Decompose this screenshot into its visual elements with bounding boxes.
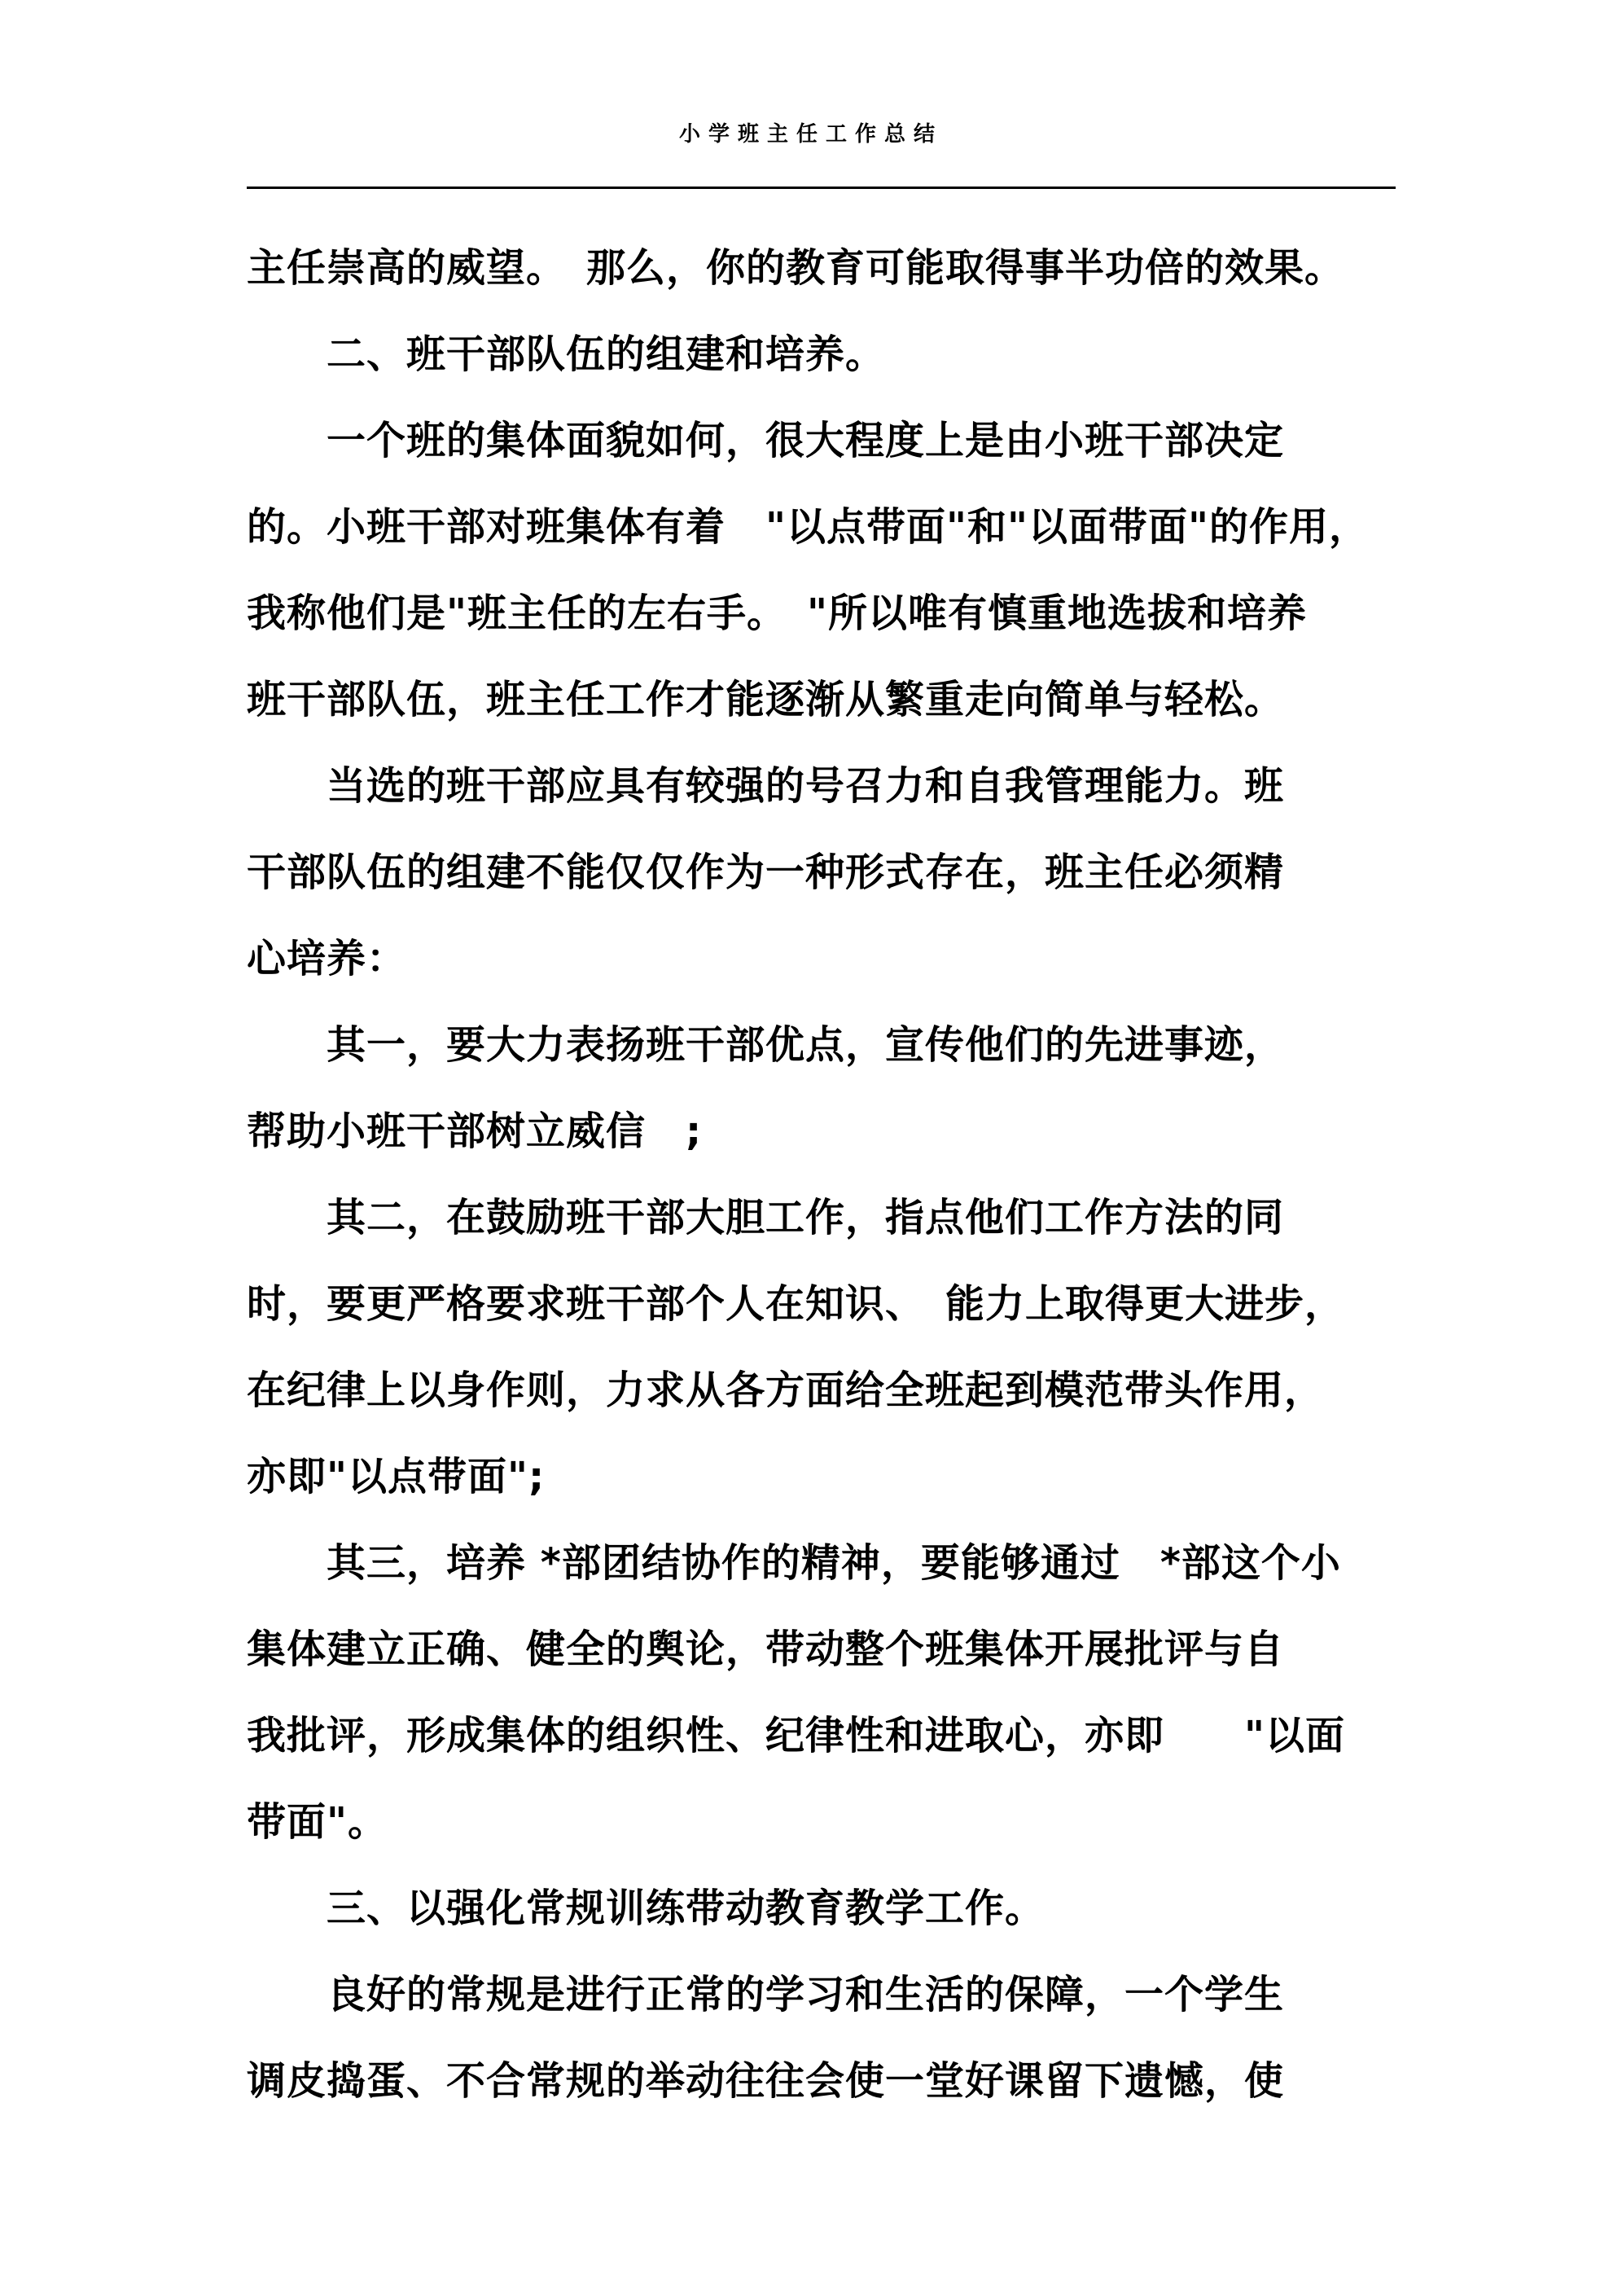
text-line: 其三，培养 *部团结协作的精神，要能够通过 *部这个小 — [247, 1540, 1341, 1586]
text-line: 良好的常规是进行正常的学习和生活的保障，一个学生 — [247, 1972, 1285, 2017]
text-line: 心培养： — [247, 936, 407, 981]
page-header-title: 小学班主任工作总结 — [678, 122, 943, 147]
header-divider — [247, 187, 1396, 189]
text-line: 二、班干部队伍的组建和培养。 — [247, 331, 886, 377]
text-line: 其一，要大力表扬班干部优点，宣传他们的先进事迹， — [247, 1022, 1285, 1068]
text-line: 一个班的集体面貌如何，很大程度上是由小班干部决定 — [247, 418, 1285, 463]
text-line: 集体建立正确、健全的舆论，带动整个班集体开展批评与自 — [247, 1627, 1285, 1672]
text-line: 三、以强化常规训练带动教育教学工作。 — [247, 1886, 1046, 1931]
text-line: 时，要更严格要求班干部个人在知识、 能力上取得更大进步， — [247, 1281, 1345, 1327]
text-line: 主任崇高的威望。 那么，你的教育可能取得事半功倍的效果。 — [247, 245, 1345, 291]
text-line: 带面"。 — [247, 1799, 388, 1845]
text-line: 亦即"以点带面"; — [247, 1454, 546, 1499]
text-line: 调皮捣蛋、不合常规的举动往往会使一堂好课留下遗憾，使 — [247, 2058, 1285, 2104]
text-line: 其二，在鼓励班干部大胆工作，指点他们工作方法的同 — [247, 1195, 1285, 1240]
text-line: 班干部队伍，班主任工作才能逐渐从繁重走向简单与轻松。 — [247, 677, 1285, 722]
text-line: 我批评，形成集体的组织性、纪律性和进取心，亦即 "以面 — [247, 1713, 1346, 1758]
document-body — [247, 225, 1468, 2124]
text-line: 的。小班干部对班集体有着 "以点带面"和"以面带面"的作用， — [247, 504, 1370, 550]
text-line: 帮助小班干部树立威信 ; — [247, 1108, 703, 1154]
text-line: 我称他们是"班主任的左右手。 "所以唯有慎重地选拔和培养 — [247, 590, 1308, 636]
text-line: 在纪律上以身作则，力求从各方面给全班起到模范带头作用， — [247, 1368, 1325, 1413]
text-line: 干部队伍的组建不能仅仅作为一种形式存在，班主任必须精 — [247, 849, 1285, 895]
text-line: 当选的班干部应具有较强的号召力和自我管理能力。班 — [247, 763, 1285, 809]
